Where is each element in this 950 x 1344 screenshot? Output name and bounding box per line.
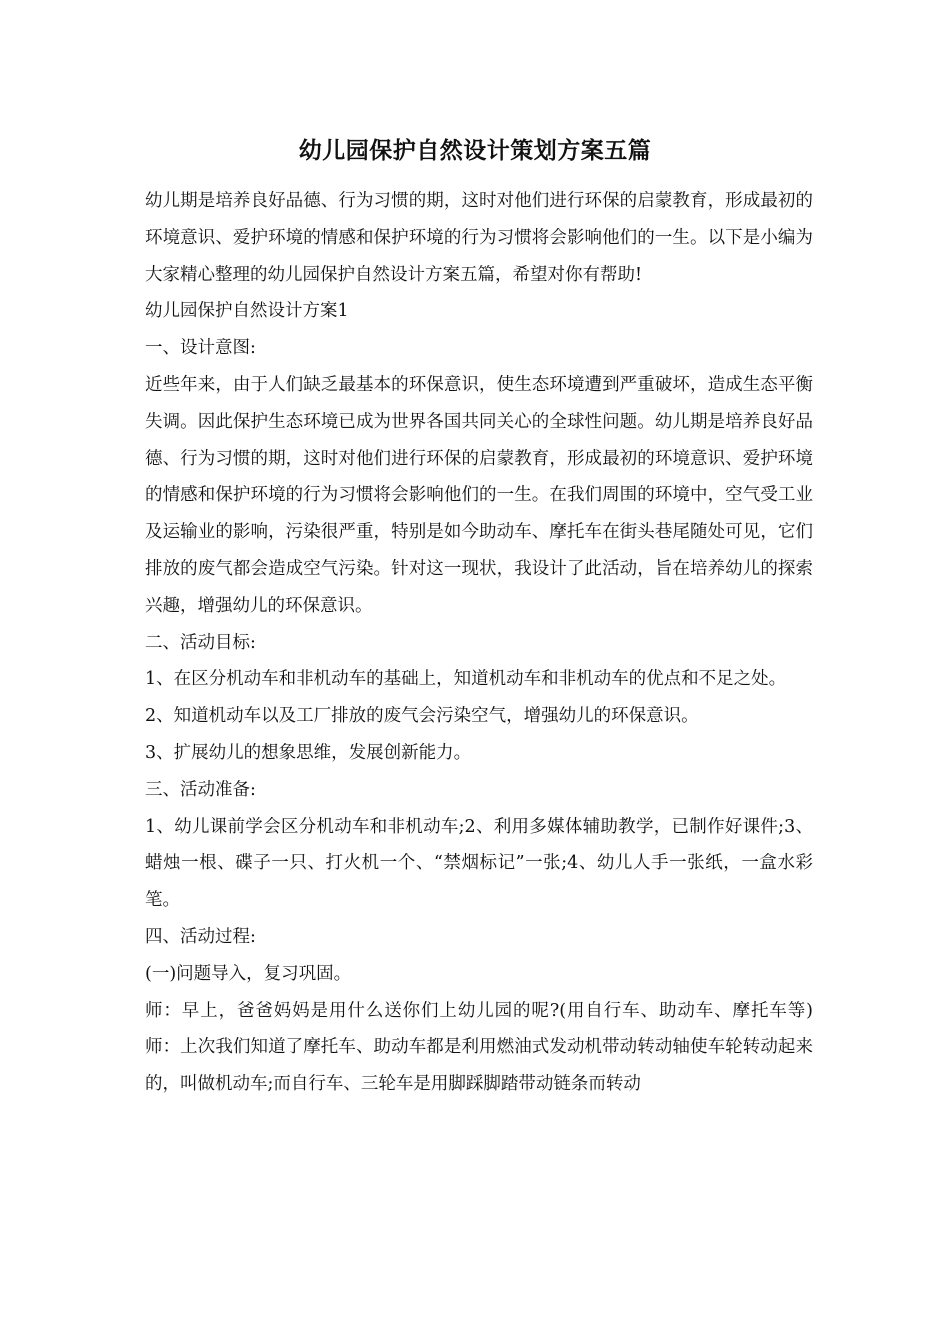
heading-activity-goals: 二、活动目标: bbox=[145, 632, 256, 653]
section-title-plan-1: 幼儿园保护自然设计方案1 bbox=[145, 301, 349, 322]
intro-paragraph: 幼儿期是培养良好品德、行为习惯的期，这时对他们进行环保的启蒙教育，形成最初的环境意识、爱护环境的情感和保护环境的行为习惯将会影响他们的一生。以下是小编为大家精心整理的幼儿园保护自然设计方案五篇，希望对你有帮助! bbox=[145, 191, 813, 285]
heading-design-intent: 一、设计意图: bbox=[145, 338, 256, 359]
goal-item-2: 2、知道机动车以及工厂排放的废气会污染空气，增强幼儿的环保意识。 bbox=[145, 706, 699, 727]
paragraph-design-intent: 近些年来，由于人们缺乏最基本的环保意识，使生态环境遭到严重破坏，造成生态平衡失调。因此保护生态环境已成为世界各国共同关心的全球性问题。幼儿期是培养良好品德、行为习惯的期，这时对他们进行环保的启蒙教育，形成最初的环境意识、爱护环境的情感和保护环境的行为习惯将会影响他们的一生。在我们周围的环境中，空气受工业及运输业的影响，污染很严重，特别是如今助动车、摩托车在街头巷尾随处可见，它们排放的废气都会造成空气污染。针对这一现状，我设计了此活动，旨在培养幼儿的探索兴趣，增强幼儿的环保意识。 bbox=[145, 374, 813, 616]
document-title: 幼儿园保护自然设计策划方案五篇 bbox=[298, 137, 652, 164]
heading-activity-process: 四、活动过程: bbox=[145, 926, 256, 947]
goal-item-1: 1、在区分机动车和非机动车的基础上，知道机动车和非机动车的优点和不足之处。 bbox=[145, 669, 787, 690]
paragraph-teacher-dialogue: 师：早上，爸爸妈妈是用什么送你们上幼儿园的呢?(用自行车、助动车、摩托车等)师：上次我们知道了摩托车、助动车都是利用燃油式发动机带动转动轴使车轮转动起来的，叫做机动车;而自行车、三轮车是用脚踩脚踏带动链条而转动 bbox=[145, 1000, 813, 1095]
paragraph-preparation: 1、幼儿课前学会区分机动车和非机动车;2、利用多媒体辅助教学，已制作好课件;3、蜡烛一根、碟子一只、打火机一个、“禁烟标记”一张;4、幼儿人手一张纸，一盒水彩笔。 bbox=[145, 816, 813, 911]
subheading-introduction: (一)问题导入，复习巩固。 bbox=[145, 963, 352, 984]
heading-activity-preparation: 三、活动准备: bbox=[145, 779, 256, 800]
document-body bbox=[145, 183, 813, 1103]
goal-item-3: 3、扩展幼儿的想象思维，发展创新能力。 bbox=[145, 742, 472, 763]
